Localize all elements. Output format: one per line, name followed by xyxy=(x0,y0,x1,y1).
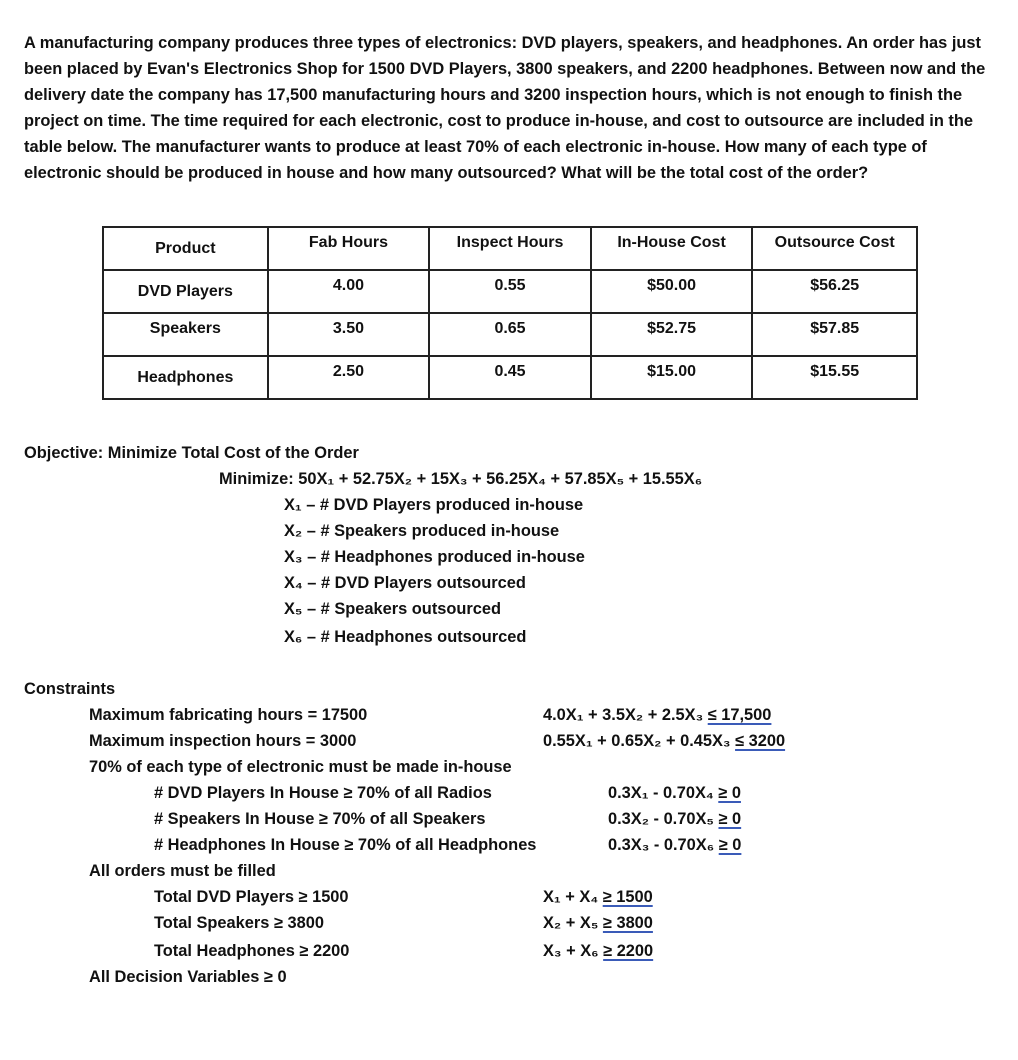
nonnegativity-constraint: All Decision Variables ≥ 0 xyxy=(89,968,287,986)
table-cell: 0.65 xyxy=(429,313,591,356)
table-row xyxy=(103,356,917,399)
table-cell: $52.75 xyxy=(591,313,753,356)
constraints-heading: Constraints xyxy=(24,680,116,698)
constraint-label: # Speakers In House ≥ 70% of all Speakers xyxy=(154,810,486,828)
constraint-label: Maximum fabricating hours = 17500 xyxy=(89,706,368,724)
constraint-expression xyxy=(543,884,653,910)
table-cell: 0.55 xyxy=(429,270,591,313)
table-header: In-House Cost xyxy=(591,227,753,270)
constraint-bound: ≥ 0 xyxy=(718,810,742,828)
constraint-label: Total Headphones ≥ 2200 xyxy=(154,942,350,960)
table-cell: 3.50 xyxy=(268,313,430,356)
table-cell: Headphones xyxy=(103,356,268,399)
constraint-expression xyxy=(543,728,785,754)
variable-definition: X₆ – # Headphones outsourced xyxy=(284,628,527,646)
constraint-bound: ≤ 17,500 xyxy=(707,706,772,724)
variable-definition: X₄ – # DVD Players outsourced xyxy=(284,574,526,592)
constraint-lhs: X₁ + X₄ xyxy=(543,888,599,906)
constraint-lhs: X₂ + X₅ xyxy=(543,914,599,932)
constraint-label: Maximum inspection hours = 3000 xyxy=(89,732,357,750)
table-cell: Speakers xyxy=(103,313,268,356)
variable-definition: X₁ – # DVD Players produced in-house xyxy=(284,496,584,514)
table-header: Product xyxy=(103,227,268,270)
variable-definition: X₂ – # Speakers produced in-house xyxy=(284,522,560,540)
constraint-bound: ≥ 0 xyxy=(718,784,741,802)
objective-heading: Objective: Minimize Total Cost of the Order xyxy=(24,444,359,462)
constraint-lhs: 0.3X₂ - 0.70X₅ xyxy=(608,810,714,828)
constraint-lhs: X₃ + X₆ xyxy=(543,942,599,960)
constraint-lhs: 0.55X₁ + 0.65X₂ + 0.45X₃ xyxy=(543,732,731,750)
table-cell: DVD Players xyxy=(103,270,268,313)
constraint-expression xyxy=(543,702,771,728)
constraint-lhs: 0.3X₁ - 0.70X₄ xyxy=(608,784,714,802)
table-cell: $50.00 xyxy=(591,270,753,313)
constraint-label: # Headphones In House ≥ 70% of all Headphones xyxy=(154,836,537,854)
constraint-label: # DVD Players In House ≥ 70% of all Radios xyxy=(154,784,492,802)
constraint-bound: ≥ 0 xyxy=(718,836,742,854)
constraint-group-heading: All orders must be filled xyxy=(89,862,276,880)
table-cell: 0.45 xyxy=(429,356,591,399)
constraint-label: Total DVD Players ≥ 1500 xyxy=(154,888,349,906)
constraint-bound: ≥ 2200 xyxy=(603,942,654,960)
constraint-bound: ≥ 3800 xyxy=(602,914,653,932)
constraint-bound: ≤ 3200 xyxy=(735,732,786,750)
table-header: Outsource Cost xyxy=(752,227,917,270)
table-row xyxy=(103,270,917,313)
constraint-expression xyxy=(543,938,653,964)
table-header-row xyxy=(103,227,917,270)
constraint-expression xyxy=(543,910,653,936)
constraint-lhs: 4.0X₁ + 3.5X₂ + 2.5X₃ xyxy=(543,706,704,724)
table-cell: $57.85 xyxy=(752,313,917,356)
constraint-expression xyxy=(608,806,741,832)
table-header: Inspect Hours xyxy=(429,227,591,270)
product-table xyxy=(102,226,918,400)
table-cell: $15.55 xyxy=(752,356,917,399)
problem-statement: A manufacturing company produces three types of electronics: DVD players, speakers, and headphones. An order has just been placed by Evan's Electronics Shop for 1500 DVD Players, 3800 speakers, and 2200 headphones. Between now and the delivery date the company has 17,500 manufacturing hours and 3200 inspection hours, which is not enough to finish the project on time. The time required for each electronic, cost to produce in-house, and cost to outsource are included in the table below. The manufacturer wants to produce at least 70% of each electronic in-house. How many of each type of electronic should be produced in house and how many outsourced? What will be the total cost of the order? xyxy=(24,34,986,182)
table-header: Fab Hours xyxy=(268,227,430,270)
constraint-group-heading: 70% of each type of electronic must be made in-house xyxy=(89,758,512,776)
constraint-expression xyxy=(608,832,741,858)
table-cell: $15.00 xyxy=(591,356,753,399)
table-row xyxy=(103,313,917,356)
table-cell: $56.25 xyxy=(752,270,917,313)
constraint-bound: ≥ 1500 xyxy=(602,888,653,906)
constraint-lhs: 0.3X₃ - 0.70X₆ xyxy=(608,836,715,854)
constraint-expression xyxy=(608,780,741,806)
variable-definition: X₅ – # Speakers outsourced xyxy=(284,600,502,618)
constraint-label: Total Speakers ≥ 3800 xyxy=(154,914,324,932)
table-cell: 4.00 xyxy=(268,270,430,313)
table-cell: 2.50 xyxy=(268,356,430,399)
variable-definition: X₃ – # Headphones produced in-house xyxy=(284,548,585,566)
objective-function: Minimize: 50X₁ + 52.75X₂ + 15X₃ + 56.25X₄ + 57.85X₅ + 15.55X₆ xyxy=(219,470,703,488)
